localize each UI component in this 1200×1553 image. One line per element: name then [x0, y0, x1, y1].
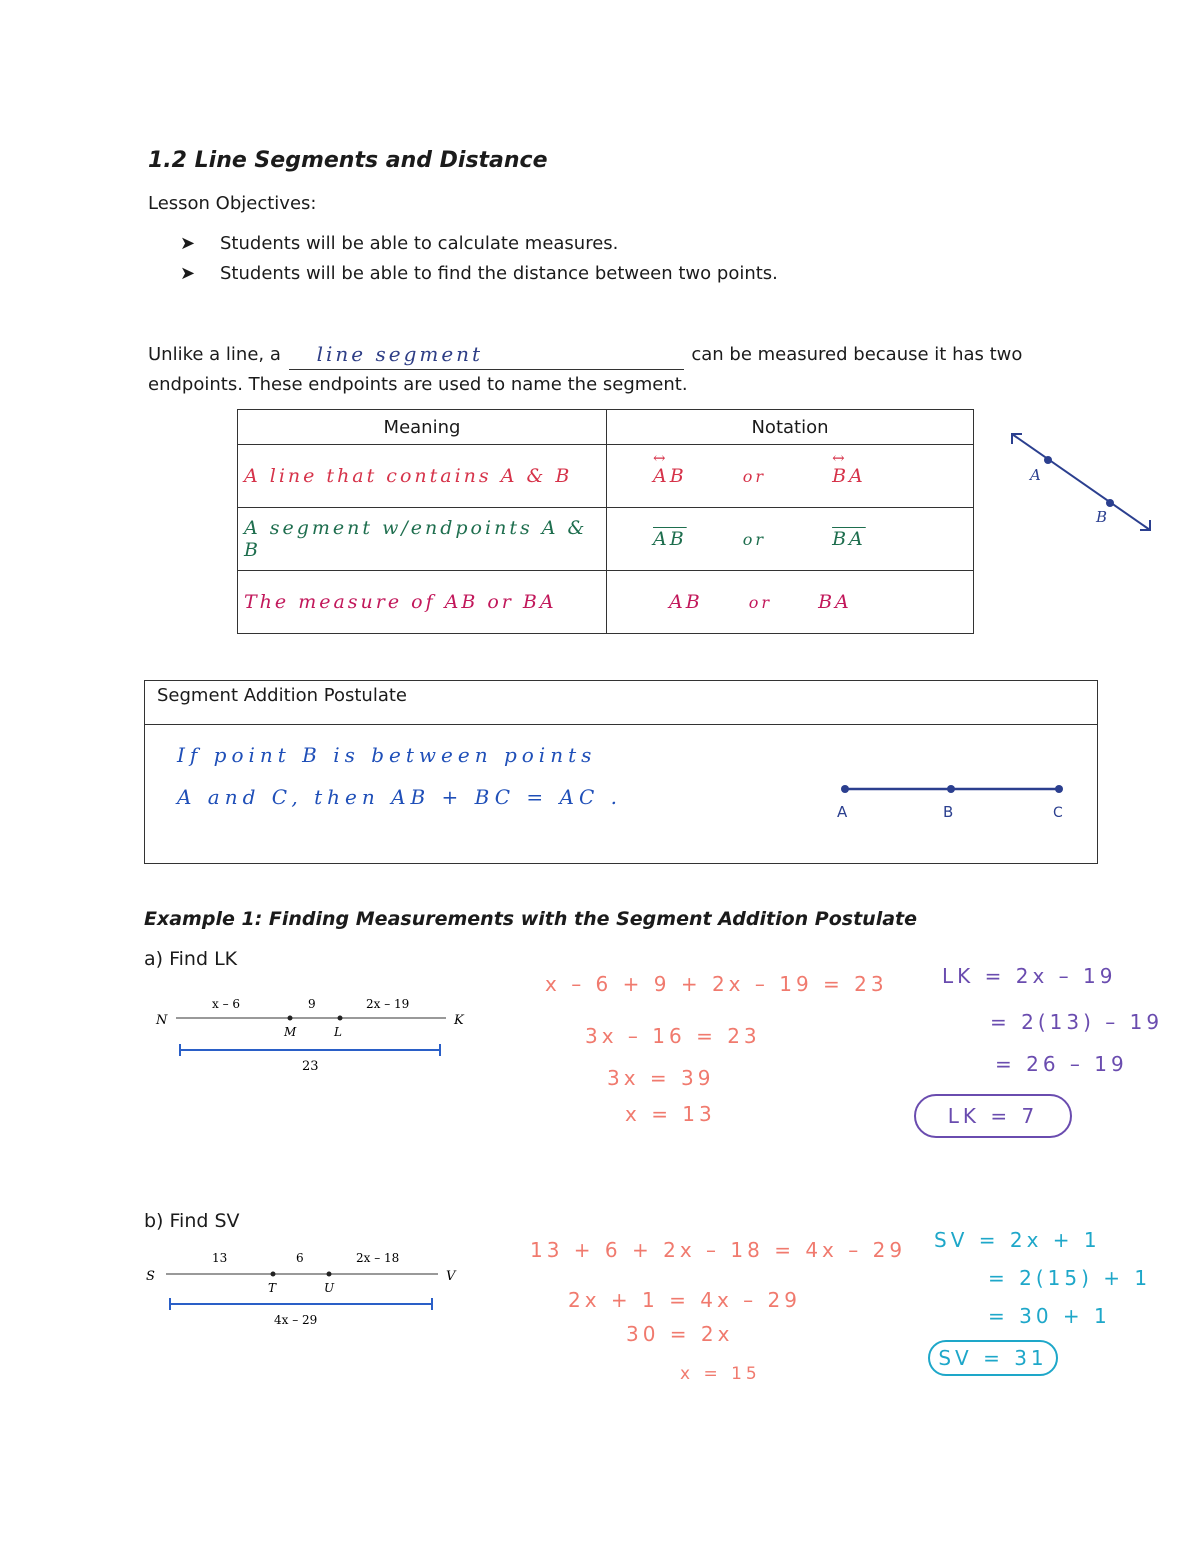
point-c-dot [1055, 785, 1063, 793]
intro-paragraph [148, 340, 1048, 400]
intro-text-after: can be measured because it has two [691, 344, 1023, 365]
point-a-label: A [837, 803, 848, 821]
part-a-label: a) Find LK [144, 948, 238, 970]
answer-work-line: LK = 2x – 19 [942, 964, 1117, 988]
notation-ba: BA [818, 591, 852, 613]
point-l-dot [338, 1016, 343, 1021]
seg-label-3: 2x – 18 [356, 1251, 400, 1265]
work-line: 3x – 16 = 23 [585, 1024, 761, 1048]
notation-ab: $\overline{AB}$ [653, 528, 687, 550]
work-line: 30 = 2x [626, 1322, 734, 1346]
notation-or: or [742, 530, 767, 549]
postulate-line2: A and C, then AB + BC = AC . [177, 785, 622, 809]
notation-cell [607, 445, 974, 508]
seg-label-1: x – 6 [212, 997, 241, 1011]
part-b-diagram [140, 1246, 470, 1331]
seg-label-2: 9 [308, 997, 316, 1011]
meaning-cell: The measure of AB or BA [238, 571, 607, 634]
notation-ba: ↔ BA [832, 449, 866, 487]
point-c-label: C [1053, 805, 1063, 821]
point-t-dot [271, 1272, 276, 1277]
notation-ab: AB [669, 591, 703, 613]
part-a-diagram [150, 990, 480, 1075]
answer-work-line: = 26 – 19 [995, 1052, 1128, 1076]
answer-bubble: SV = 31 [928, 1340, 1058, 1376]
postulate-heading: Segment Addition Postulate [145, 681, 1097, 725]
line-arrow-icon: ↔ [653, 449, 665, 467]
example-title: Example 1: Finding Measurements with the Segment Addition Postulate [144, 908, 917, 930]
segment-abc-diagram [835, 777, 1075, 827]
point-label-l: L [334, 1025, 342, 1039]
point-label-t: T [268, 1281, 277, 1295]
answer-work-line: SV = 2x + 1 [934, 1228, 1101, 1252]
answer-work-line: = 2(13) – 19 [990, 1010, 1164, 1034]
header-meaning: Meaning [238, 410, 607, 445]
notation-table [237, 409, 974, 634]
bullet-arrow-icon: ➤ [180, 233, 196, 254]
work-line: 2x + 1 = 4x – 29 [568, 1288, 801, 1312]
work-line: 3x = 39 [607, 1066, 715, 1090]
end-label-s: S [146, 1269, 155, 1284]
objective-text: Students will be able to calculate measures. [220, 233, 619, 254]
point-b-dot [1106, 499, 1114, 507]
total-label: 23 [302, 1059, 319, 1074]
point-label-u: U [324, 1281, 335, 1295]
point-a-label: A [1030, 466, 1041, 484]
table-row [238, 571, 974, 634]
point-b-dot [947, 785, 955, 793]
answer-work-line: = 30 + 1 [988, 1304, 1111, 1328]
notation-or: or [748, 593, 773, 612]
seg-label-1: 13 [212, 1251, 228, 1265]
table-header-row [238, 410, 974, 445]
line-ab-diagram [1000, 420, 1170, 540]
point-a-dot [841, 785, 849, 793]
intro-text-before: Unlike a line, a [148, 344, 281, 365]
objective-text: Students will be able to find the distance between two points. [220, 263, 778, 284]
notation-ab: ↔ AB [653, 449, 687, 487]
page-title: 1.2 Line Segments and Distance [148, 148, 548, 173]
objective-item [180, 263, 778, 284]
notation-ba: $\overline{BA}$ [832, 528, 866, 550]
end-label-v: V [446, 1269, 456, 1284]
work-line: x = 15 [680, 1364, 761, 1384]
notation-cell [607, 508, 974, 571]
meaning-cell: A segment w/endpoints A & B [238, 508, 607, 571]
end-label-n: N [156, 1013, 168, 1028]
notation-cell [607, 571, 974, 634]
answer-work-line: = 2(15) + 1 [988, 1266, 1152, 1290]
blank-answer: line segment [316, 342, 484, 366]
line-arrow-icon: ↔ [832, 449, 844, 467]
point-b-label: B [1096, 508, 1108, 526]
point-m-dot [288, 1016, 293, 1021]
objective-item [180, 233, 618, 254]
point-b-label: B [943, 803, 954, 821]
seg-label-2: 6 [296, 1251, 304, 1265]
intro-text-line2: endpoints. These endpoints are used to name the segment. [148, 374, 688, 395]
table-row [238, 445, 974, 508]
point-u-dot [327, 1272, 332, 1277]
objectives-label: Lesson Objectives: [148, 193, 317, 214]
end-label-k: K [454, 1013, 464, 1028]
notation-or: or [742, 467, 767, 486]
part-b-label: b) Find SV [144, 1210, 240, 1232]
postulate-line1: If point B is between points [177, 743, 597, 767]
work-line: 13 + 6 + 2x – 18 = 4x – 29 [530, 1238, 907, 1262]
bullet-arrow-icon: ➤ [180, 263, 196, 284]
point-a-dot [1044, 456, 1052, 464]
point-label-m: M [284, 1025, 297, 1039]
postulate-box [144, 680, 1098, 864]
table-row [238, 508, 974, 571]
work-line: x – 6 + 9 + 2x – 19 = 23 [545, 972, 888, 996]
work-line: x = 13 [625, 1102, 716, 1126]
fill-in-blank [289, 342, 684, 370]
answer-bubble: LK = 7 [914, 1094, 1072, 1138]
header-notation: Notation [607, 410, 974, 445]
meaning-cell: A line that contains A & B [238, 445, 607, 508]
seg-label-3: 2x – 19 [366, 997, 410, 1011]
total-label: 4x – 29 [274, 1313, 318, 1327]
